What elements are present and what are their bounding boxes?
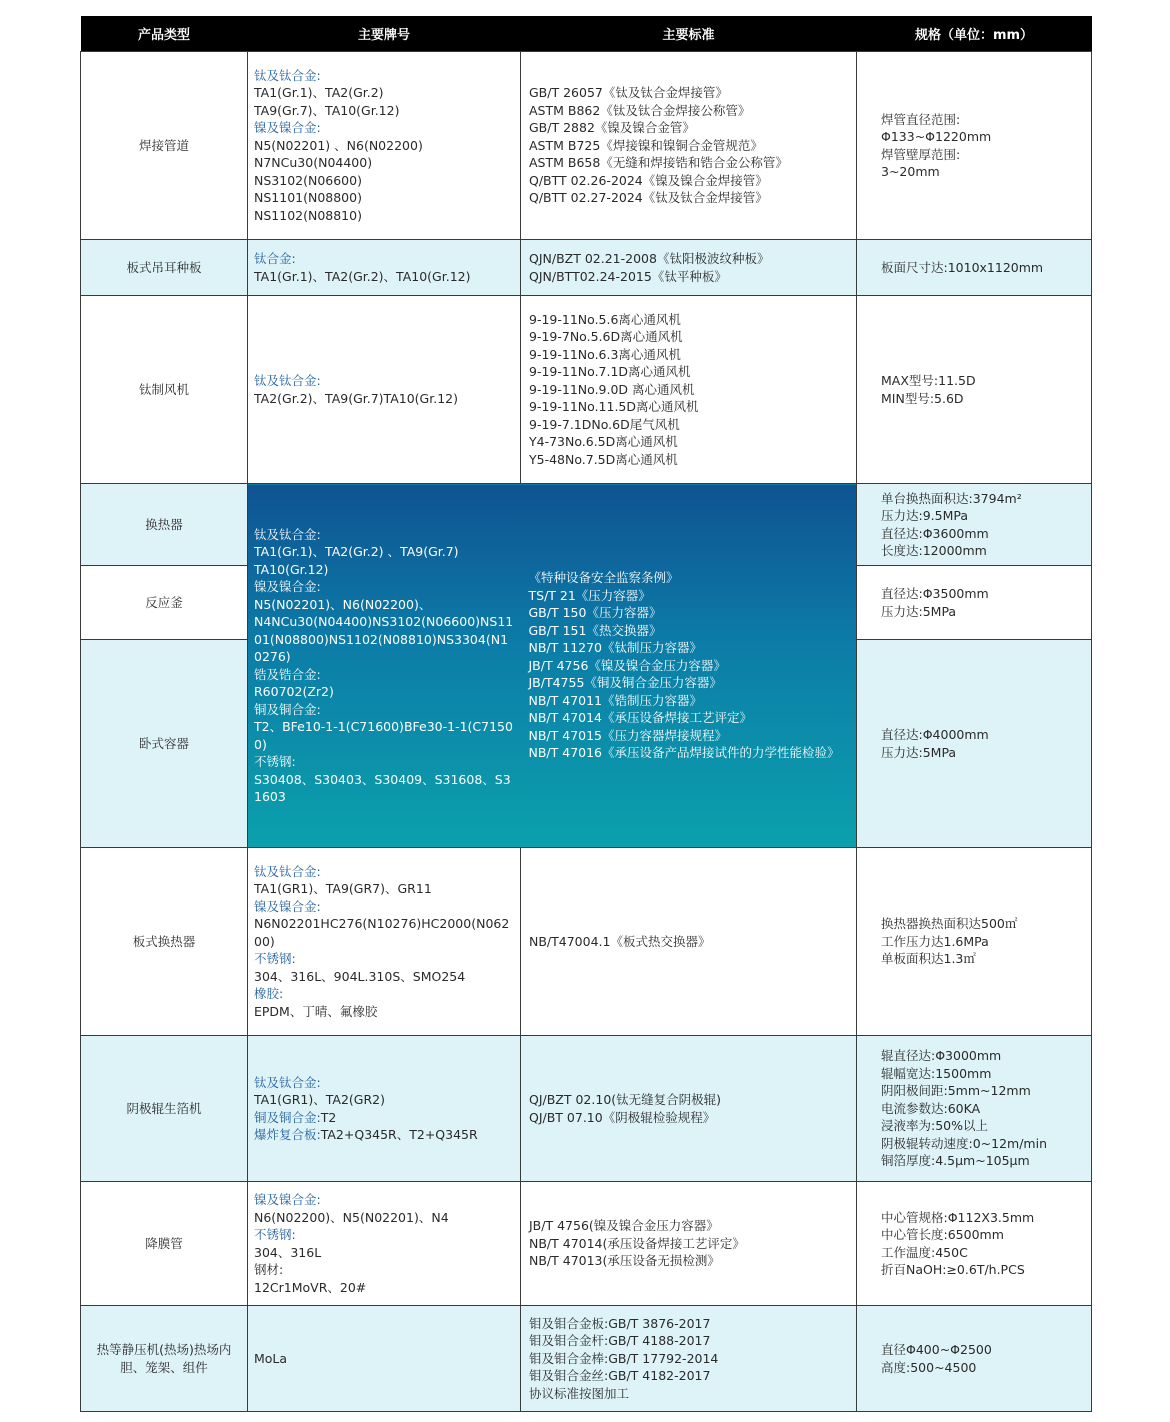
product-type-cell: 降膜管 — [81, 1182, 248, 1306]
standard-line: QJN/BZT 02.21-2008《钛阳极波纹种板》 — [529, 251, 770, 266]
standard-line: GB/T 2882《镍及镍合金管》 — [529, 120, 695, 136]
spec-line: 单台换热面积达:3794m² — [881, 490, 1022, 506]
standards-cell — [521, 240, 857, 296]
merged-standards-cell — [521, 484, 857, 848]
grade-line: T2、BFe10-1-1(C71600)BFe30-1-1(C71500) — [254, 719, 513, 752]
grade-line: TA1(GR1)、TA9(GR7)、GR11 — [254, 881, 432, 897]
grade-line: 钛及钛合金: — [254, 526, 321, 542]
spec-line: 阴阳极间距:5mm~12mm — [881, 1083, 1031, 1099]
spec-line: 板面尺寸达:1010x1120mm — [881, 259, 1044, 275]
standard-line: NB/T 47013(承压设备无损检测》 — [529, 1253, 720, 1269]
grade-category-label: 镍及镍合金: — [254, 1192, 321, 1207]
standard-line: 9-19-11No.11.5D离心通风机 — [529, 399, 699, 415]
spec-line: 工作压力达1.6MPa — [881, 933, 989, 949]
grade-category-label: 不锈钢: — [254, 951, 296, 967]
standard-line: ASTM B862《钛及钛合金焊接公称管》 — [529, 102, 751, 118]
grade-category-label: 钛合金: — [254, 251, 296, 266]
grade-category-label: 钛及钛合金: — [254, 67, 321, 83]
standard-line: 钼及钼合金杆:GB/T 4188-2017 — [529, 1333, 711, 1349]
standard-line: NB/T 47015《压力容器焊接规程》 — [528, 727, 728, 743]
grade-line: TA1(GR1)、TA2(GR2) — [254, 1092, 385, 1107]
grades-cell — [248, 1036, 521, 1182]
spec-line: 铜箔厚度:4.5μm~105μm — [881, 1153, 1030, 1169]
grades-cell — [248, 296, 521, 484]
grades-cell — [248, 52, 521, 240]
grades-cell — [248, 1182, 521, 1306]
standard-line: QJN/BTT02.24-2015《钛平种板》 — [529, 268, 727, 284]
grade-value: TA2+Q345R、T2+Q345R — [320, 1127, 478, 1142]
standard-line: Y5-48No.7.5D离心通风机 — [529, 451, 678, 467]
standard-line: Q/BTT 02.27-2024《钛及钛合金焊接管》 — [529, 190, 768, 206]
standard-line: TS/T 21《压力容器》 — [528, 587, 651, 603]
grade-line: 12Cr1MoVR、20# — [254, 1279, 367, 1295]
grade-line: TA2(Gr.2)、TA9(Gr.7)TA10(Gr.12) — [254, 390, 458, 406]
table-row — [81, 1306, 1092, 1412]
spec-line: 3~20mm — [881, 164, 940, 179]
grade-line: TA1(Gr.1)、TA2(Gr.2) — [254, 85, 384, 101]
grade-category-label: 不锈钢: — [254, 1227, 296, 1242]
standard-line: JB/T 4756(镍及镍合金压力容器》 — [529, 1218, 719, 1234]
spec-line: 焊管壁厚范围: — [881, 146, 961, 162]
grades-cell — [248, 1306, 521, 1412]
grade-line — [254, 1109, 514, 1127]
table-row — [81, 296, 1092, 484]
standards-cell — [521, 848, 857, 1036]
grade-line: NS1101(N08800) — [254, 190, 362, 206]
standards-cell — [521, 1036, 857, 1182]
standard-line: NB/T47004.1《板式热交换器》 — [529, 933, 711, 949]
standard-line: 9-19-11No.5.6离心通风机 — [529, 311, 681, 327]
standard-line: 9-19-7.1DNo.6D尾气风机 — [529, 416, 680, 432]
grade-category-label: 橡胶: — [254, 986, 284, 1002]
spec-line: 浸液率为:50%以上 — [881, 1118, 988, 1134]
product-type-cell: 阴极辊生箔机 — [81, 1036, 248, 1182]
specs-cell — [857, 240, 1092, 296]
specs-cell — [857, 848, 1092, 1036]
grade-line: N4NCu30(N04400)NS3102(N06600)NS1101(N08800)NS1102(N08810)NS3304(N10276) — [254, 614, 514, 664]
grade-line: NS3102(N06600) — [254, 172, 362, 188]
table-row — [81, 1182, 1092, 1306]
standard-line: 9-19-11No.6.3离心通风机 — [529, 346, 681, 362]
standard-line: NB/T 47014《承压设备焊接工艺评定》 — [528, 710, 753, 726]
spec-line: 焊管直径范围: — [881, 111, 961, 127]
grade-line: EPDM、丁晴、氟橡胶 — [254, 1003, 378, 1019]
spec-line: 中心管规格:Φ112X3.5mm — [881, 1209, 1035, 1225]
spec-line: 辊幅宽达:1500mm — [881, 1065, 992, 1081]
standards-cell — [521, 1306, 857, 1412]
standard-line: 9-19-7No.5.6D离心通风机 — [529, 329, 683, 345]
specs-cell — [857, 296, 1092, 484]
grade-line: 镍及镍合金: — [254, 579, 321, 594]
grade-line: N7NCu30(N04400) — [254, 155, 373, 171]
grade-category-label: 爆炸复合板: — [254, 1127, 321, 1142]
product-type-cell: 换热器 — [81, 484, 248, 566]
grade-line: R60702(Zr2) — [254, 684, 334, 699]
product-type-cell: 焊接管道 — [81, 52, 248, 240]
spec-line: 换热器换热面积达500㎡ — [881, 916, 1018, 932]
standard-line: 协议标准按图加工 — [529, 1385, 630, 1401]
specs-cell — [857, 52, 1092, 240]
standard-line: JB/T4755《铜及铜合金压力容器》 — [528, 675, 722, 691]
specs-cell — [857, 484, 1092, 566]
spec-line: 压力达:5MPa — [881, 744, 957, 760]
grade-category-label: 钛及钛合金: — [254, 863, 321, 879]
spec-line: 电流参数达:60KA — [881, 1100, 981, 1116]
product-type-cell: 反应釜 — [81, 566, 248, 640]
table-row — [81, 484, 1092, 566]
table-row — [81, 1036, 1092, 1182]
header-main-standards: 主要标准 — [521, 16, 857, 52]
standard-line: NB/T 47016《承压设备产品焊接试件的力学性能检验》 — [528, 745, 840, 761]
grade-line: 钢材: — [254, 1262, 284, 1277]
product-spec-table — [80, 16, 1092, 1412]
specs-cell — [857, 1306, 1092, 1412]
grade-line: TA1(Gr.1)、TA2(Gr.2)、TA10(Gr.12) — [254, 268, 471, 284]
grade-line: 不锈钢: — [254, 754, 296, 769]
grade-line: 铜及铜合金: — [254, 701, 321, 717]
grade-line: N5(N02201)、N6(N02200)、 — [254, 596, 432, 612]
specs-cell — [857, 566, 1092, 640]
standard-line: GB/T 151《热交换器》 — [528, 622, 662, 638]
specs-cell — [857, 1036, 1092, 1182]
grade-category-label: 镍及镍合金: — [254, 120, 321, 136]
grade-line: NS1102(N08810) — [254, 207, 362, 223]
specs-cell — [857, 1182, 1092, 1306]
header-main-grades: 主要牌号 — [248, 16, 521, 52]
spec-line: 中心管长度:6500mm — [881, 1227, 1004, 1242]
standard-line: Y4-73No.6.5D离心通风机 — [529, 434, 678, 450]
grade-line: S30408、S30403、S30409、S31608、S31603 — [254, 771, 511, 804]
spec-line: 单板面积达1.3㎡ — [881, 951, 976, 967]
grade-category-label: 钛及钛合金: — [254, 1074, 321, 1090]
product-type-cell: 热等静压机(热场)热场内胆、笼架、组件 — [81, 1306, 248, 1412]
table-row — [81, 240, 1092, 296]
table-row — [81, 848, 1092, 1036]
spec-line: 高度:500~4500 — [881, 1359, 977, 1375]
grade-category-label: 镍及镍合金: — [254, 898, 321, 914]
spec-line: 直径Φ400~Φ2500 — [881, 1342, 992, 1357]
grade-line: N6(N02200)、N5(N02201)、N4 — [254, 1209, 449, 1225]
standard-line: 钼及钼合金丝:GB/T 4182-2017 — [529, 1368, 711, 1384]
grade-line: N5(N02201) 、N6(N02200) — [254, 137, 423, 153]
spec-line: 直径达:Φ4000mm — [881, 727, 989, 742]
standard-line: GB/T 26057《钛及钛合金焊接管》 — [529, 85, 728, 101]
standard-line: NB/T 11270《钛制压力容器》 — [528, 640, 703, 656]
standard-line: QJ/BZT 02.10(钛无缝复合阴极辊) — [529, 1092, 722, 1107]
grade-line: MoLa — [254, 1350, 288, 1366]
grade-line: 304、316L、904L.310S、SMO254 — [254, 968, 466, 984]
standard-line: ASTM B725《焊接镍和镍铜合金管规范》 — [529, 137, 763, 153]
standard-line: QJ/BT 07.10《阴极辊检验规程》 — [529, 1109, 716, 1125]
header-product-type: 产品类型 — [81, 16, 248, 52]
grade-line: TA10(Gr.12) — [254, 561, 329, 577]
spec-line: 直径达:Φ3500mm — [881, 586, 989, 601]
grade-value: T2 — [320, 1109, 337, 1125]
grade-line: TA1(Gr.1)、TA2(Gr.2) 、TA9(Gr.7) — [254, 544, 459, 559]
table-row — [81, 52, 1092, 240]
standard-line: 《特种设备安全监察条例》 — [528, 570, 679, 586]
spec-line: 折百NaOH:≥0.6T/h.PCS — [881, 1262, 1025, 1277]
spec-line: 辊直径达:Φ3000mm — [881, 1048, 1002, 1064]
standard-line: NB/T 47011《锆制压力容器》 — [528, 692, 703, 708]
spec-line: 长度达:12000mm — [881, 543, 987, 558]
product-type-cell: 板式吊耳种板 — [81, 240, 248, 296]
grades-cell — [248, 848, 521, 1036]
spec-line: 直径达:Φ3600mm — [881, 525, 989, 541]
spec-line: MAX型号:11.5D — [881, 373, 976, 388]
standard-line: JB/T 4756《镍及镍合金压力容器》 — [528, 657, 726, 673]
standards-cell — [521, 296, 857, 484]
standards-cell — [521, 1182, 857, 1306]
spec-line: 压力达:5MPa — [881, 603, 957, 619]
spec-line: 压力达:9.5MPa — [881, 508, 969, 523]
standard-line: 钼及钼合金板:GB/T 3876-2017 — [529, 1315, 711, 1331]
merged-grades-cell — [248, 484, 521, 848]
grades-cell — [248, 240, 521, 296]
spec-line: Φ133~Φ1220mm — [881, 129, 992, 144]
product-type-cell: 钛制风机 — [81, 296, 248, 484]
standards-cell — [521, 52, 857, 240]
standard-line: GB/T 150《压力容器》 — [528, 605, 662, 621]
grade-category-label: 铜及铜合金: — [254, 1109, 321, 1125]
product-type-cell: 板式换热器 — [81, 848, 248, 1036]
standard-line: Q/BTT 02.26-2024《镍及镍合金焊接管》 — [529, 172, 768, 188]
product-type-cell: 卧式容器 — [81, 640, 248, 848]
grade-line — [254, 1126, 514, 1144]
standard-line: ASTM B658《无缝和焊接锆和锆合金公称管》 — [529, 155, 788, 171]
standard-line: 9-19-11No.9.0D 离心通风机 — [529, 381, 695, 397]
standard-line: NB/T 47014(承压设备焊接工艺评定》 — [529, 1235, 745, 1251]
spec-line: 工作温度:450C — [881, 1244, 968, 1260]
specs-cell — [857, 640, 1092, 848]
standard-line: 9-19-11No.7.1D离心通风机 — [529, 364, 691, 380]
grade-line: TA9(Gr.7)、TA10(Gr.12) — [254, 102, 400, 118]
table-header-row — [81, 16, 1092, 52]
spec-line: MIN型号:5.6D — [881, 390, 964, 406]
grade-line: 304、316L — [254, 1244, 322, 1260]
grade-category-label: 钛及钛合金: — [254, 373, 321, 388]
header-specs: 规格（单位：mm） — [857, 16, 1092, 52]
spec-line: 阴极辊转动速度:0~12m/min — [881, 1135, 1048, 1151]
grade-line: 锆及锆合金: — [254, 666, 321, 682]
grade-line: N6N02201HC276(N10276)HC2000(N06200) — [254, 916, 510, 949]
standard-line: 钼及钼合金棒:GB/T 17792-2014 — [529, 1350, 719, 1366]
